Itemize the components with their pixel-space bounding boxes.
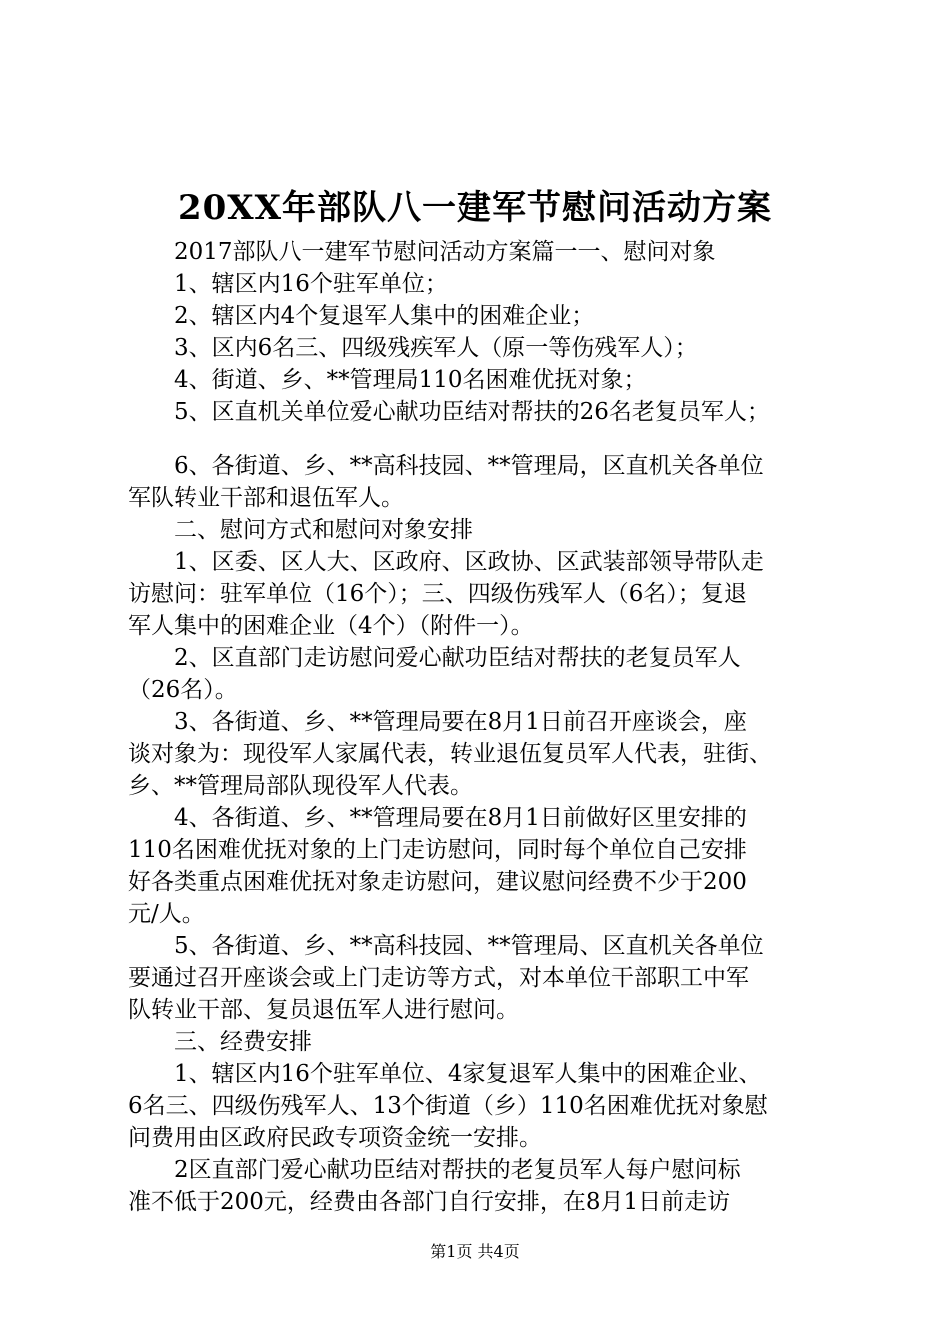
paragraph-line: 问费用由区政府民政专项资金统一安排。 <box>128 1125 542 1151</box>
paragraph-line: 4、各街道、乡、**管理局要在8月1日前做好区里安排的 <box>128 805 747 831</box>
paragraph-line: 6名三、四级伤残军人、13个街道（乡）110名困难优抚对象慰 <box>128 1093 768 1119</box>
document-title: 20XX年部队八一建军节慰问活动方案 <box>177 188 773 228</box>
paragraph-line: 谈对象为：现役军人家属代表，转业退伍复员军人代表，驻街、 <box>128 741 772 767</box>
paragraph-line: 好各类重点困难优抚对象走访慰问，建议慰问经费不少于200 <box>128 869 747 895</box>
paragraph-line: 准不低于200元，经费由各部门自行安排，在8月1日前走访 <box>128 1189 731 1215</box>
paragraph-line: 1、辖区内16个驻军单位、4家复退军人集中的困难企业、 <box>128 1061 762 1087</box>
paragraph-line: 2、区直部门走访慰问爱心献功臣结对帮扶的老复员军人 <box>128 645 741 671</box>
document-body <box>128 236 834 1218</box>
paragraph-line: 乡、**管理局部队现役军人代表。 <box>128 773 473 799</box>
paragraph-line: 5、各街道、乡、**高科技园、**管理局、区直机关各单位 <box>128 933 764 959</box>
paragraph-line: 二、慰问方式和慰问对象安排 <box>128 517 473 543</box>
paragraph-line: 3、各街道、乡、**管理局要在8月1日前召开座谈会，座 <box>128 709 747 735</box>
paragraph-line: 军队转业干部和退伍军人。 <box>128 485 404 511</box>
paragraph-line: 要通过召开座谈会或上门走访等方式，对本单位干部职工中军 <box>128 965 749 991</box>
paragraph-line: 队转业干部、复员退伍军人进行慰问。 <box>128 997 519 1023</box>
paragraph-line: 元/人。 <box>128 901 205 927</box>
paragraph-line: 4、街道、乡、**管理局110名困难优抚对象； <box>128 367 647 393</box>
paragraph-line: 5、区直机关单位爱心献功臣结对帮扶的26名老复员军人； <box>128 399 770 425</box>
paragraph-line: 1、辖区内16个驻军单位； <box>128 271 448 297</box>
paragraph-line: 2区直部门爱心献功臣结对帮扶的老复员军人每户慰问标 <box>128 1157 741 1183</box>
paragraph-line: 三、经费安排 <box>128 1029 312 1055</box>
paragraph-line: 1、区委、区人大、区政府、区政协、区武装部领导带队走 <box>128 549 764 575</box>
paragraph-line: 2、辖区内4个复退军人集中的困难企业； <box>128 303 595 329</box>
paragraph-line: （26名）。 <box>128 677 238 703</box>
paragraph-line: 军人集中的困难企业（4个）（附件一）。 <box>128 613 534 639</box>
paragraph-line: 110名困难优抚对象的上门走访慰问，同时每个单位自己安排 <box>128 837 747 863</box>
page-footer: 第1页 共4页 <box>430 1242 520 1261</box>
paragraph-line: 访慰问：驻军单位（16个）；三、四级伤残军人（6名）；复退 <box>128 581 747 607</box>
paragraph-line: 3、区内6名三、四级残疾军人（原一等伤残军人）； <box>128 335 698 361</box>
paragraph-line: 6、各街道、乡、**高科技园、**管理局，区直机关各单位 <box>128 453 764 479</box>
paragraph-line: 2017部队八一建军节慰问活动方案篇一一、慰问对象 <box>128 239 716 265</box>
paragraph-spacer <box>128 428 834 450</box>
